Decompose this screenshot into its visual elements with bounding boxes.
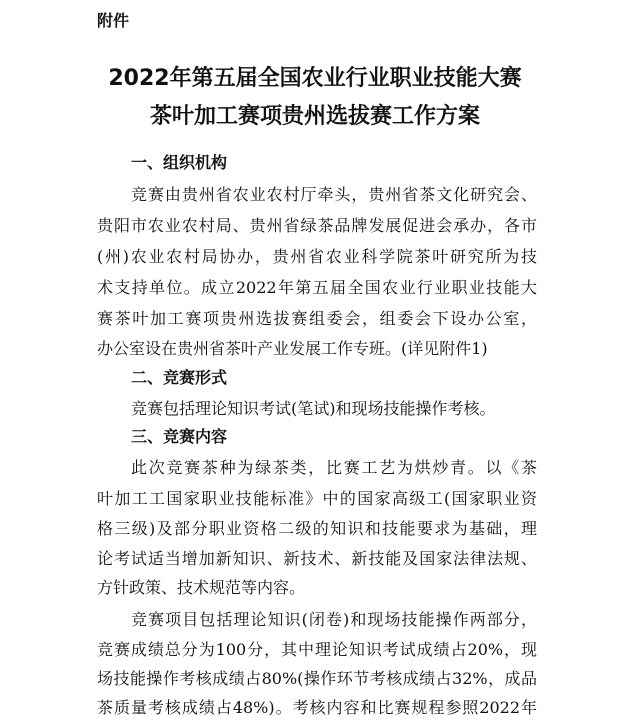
- body-line: 术支持单位。成立2022年第五届全国农业行业职业技能大: [97, 278, 537, 297]
- body-line: 办公室设在贵州省茶叶产业发展工作专班。(详见附件1): [97, 339, 488, 358]
- body-line: 竞赛项目包括理论知识(闭卷)和现场技能操作两部分，: [131, 610, 537, 629]
- body-line: 竞赛包括理论知识考试(笔试)和现场技能操作考核。: [131, 399, 496, 418]
- body-line: 场技能操作考核成绩占80%(操作环节考核成绩占32%，成品: [97, 669, 537, 688]
- document-title-line-1: 2022年第五届全国农业行业职业技能大赛: [108, 66, 522, 91]
- body-line: 论考试适当增加新知识、新技术、新技能及国家法律法规、: [97, 549, 537, 568]
- body-line: 赛茶叶加工赛项贵州选拔赛组委会，组委会下设办公室，: [97, 309, 537, 328]
- section-heading-content: 三、竞赛内容: [131, 427, 228, 446]
- body-line: 此次竞赛茶种为绿茶类，比赛工艺为烘炒青。以《茶: [131, 458, 537, 477]
- body-line: 竞赛成绩总分为100分，其中理论知识考试成绩占20%，现: [97, 640, 537, 659]
- body-line: 方针政策、技术规范等内容。: [97, 578, 306, 597]
- body-line: 叶加工工国家职业技能标准》中的国家高级工(国家职业资: [97, 489, 537, 508]
- section-heading-format: 二、竞赛形式: [131, 368, 228, 387]
- body-line: (州)农业农村局协办，贵州省农业科学院茶叶研究所为技: [97, 247, 537, 266]
- body-line: 贵阳市农业农村局、贵州省绿茶品牌发展促进会承办，各市: [97, 216, 537, 235]
- attachment-label: 附件: [97, 11, 130, 30]
- section-heading-organization: 一、组织机构: [131, 153, 228, 172]
- document-title-line-2: 茶叶加工赛项贵州选拔赛工作方案: [149, 104, 480, 129]
- body-line: 竞赛由贵州省农业农村厅牵头，贵州省茶文化研究会、: [131, 185, 537, 204]
- body-line: 茶质量考核成绩占48%)。考核内容和比赛规程参照2022年: [97, 698, 537, 717]
- body-line: 格三级)及部分职业资格二级的知识和技能要求为基础，理: [97, 519, 537, 538]
